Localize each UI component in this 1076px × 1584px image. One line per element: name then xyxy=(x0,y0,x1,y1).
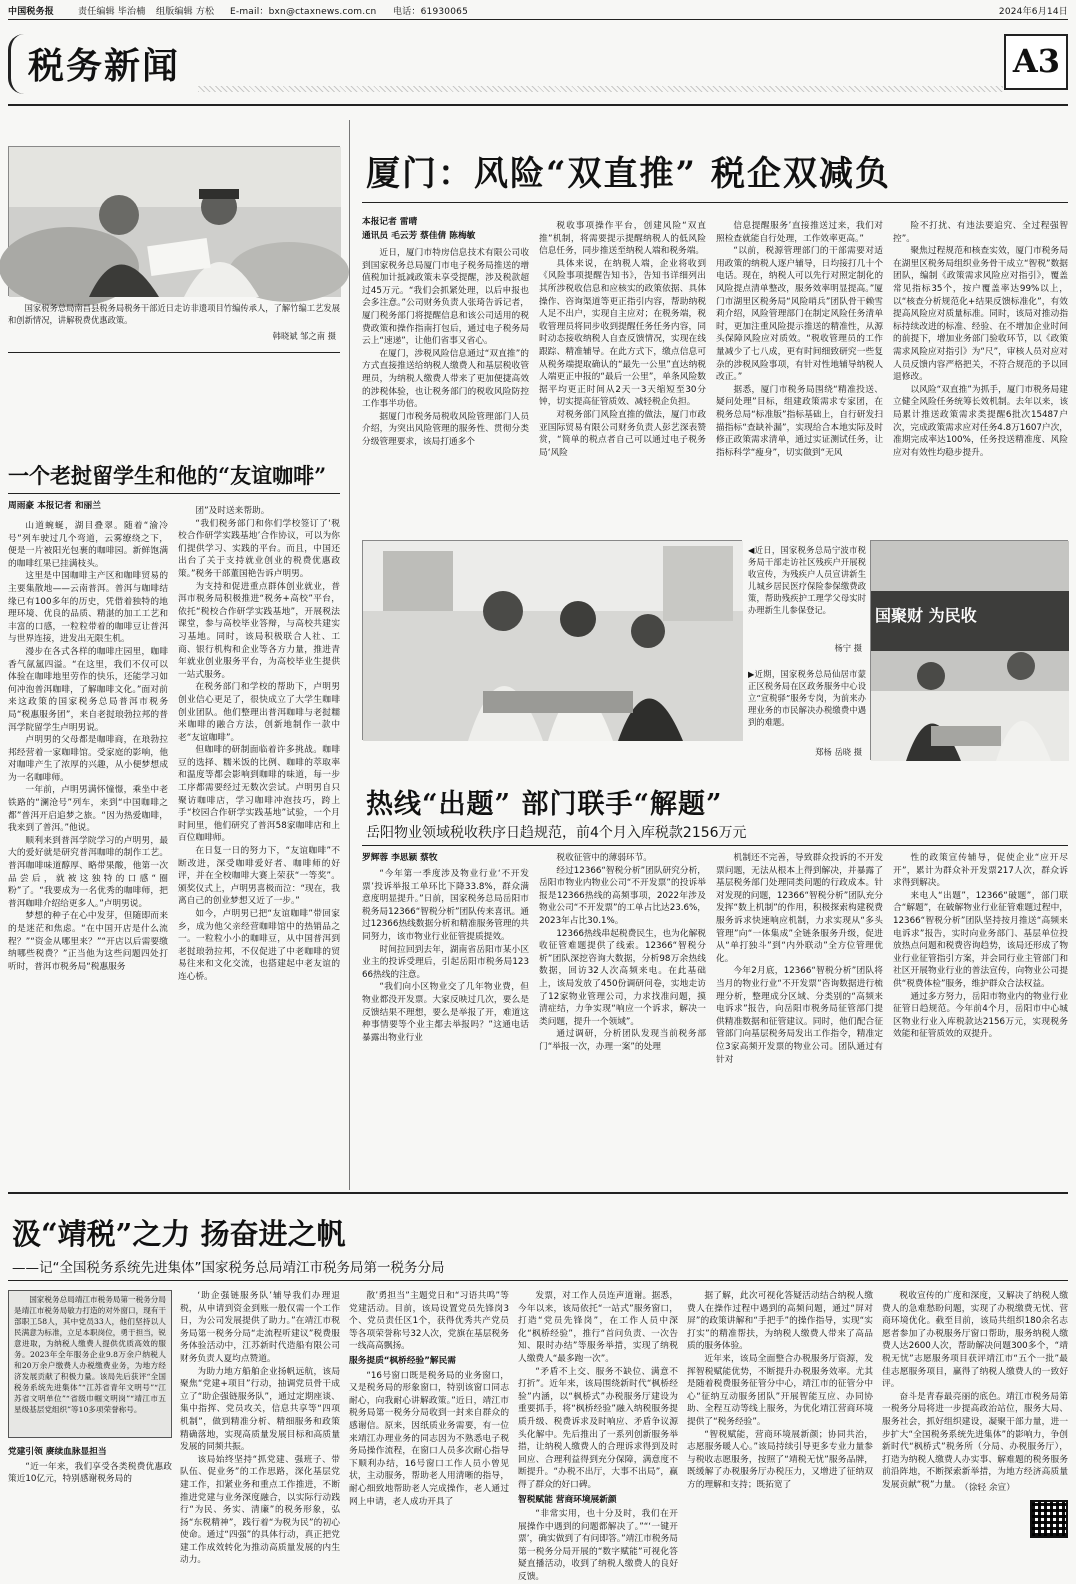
banner-hatch xyxy=(198,86,1003,92)
photo-community-visit xyxy=(362,540,742,740)
article4-col5-paragraph: “智税赋能，营商环境展新颜；协同共治，志愿服务暖人心。”该局持续引导更多专业力量参与税收志愿服务，按照了“靖税无忧”服务品牌，既缓解了办税服务厅办税压力，又增进了征纳双方的理解和支持；既拓宽了 xyxy=(687,1429,873,1490)
article2-col2-paragraph: 为支持和促进重点群体创业就业，普洱市税务局积极推进“税务+高校”平台，依托“税校合作研学实践基地”，开展税法课堂，参与高校毕业答辩，与高校共建实习基地。同时，该局积极联合人社、工商、银行机构和企业等各方力量，推进青年就业创业服务平台，为高校毕业生提供一站式服务。 xyxy=(178,581,340,680)
article3-col4-paragraph: 来电人“出题”，12366“破题”，部门联合“解题”，在破解物业行业征管难题过程中，12366“智税分析”团队坚持按月推送“高频来电诉求”报告，实时向业务部门、基层单位投放热点问题和税费咨询趋势，该局还形成了物业行业征管指引方案，并会同行业主管部门和社区开展物业行业的普法宣传，向物业公司提供“税费体检”服务，维护群众合法权益。 xyxy=(893,890,1068,989)
article1-col3-paragraph: “以前，税源管理部门的干部需要对适用政策的纳税人逐户辅导，日均接打几十个电话。现在，纳税人可以先行对照定制化的风险提点清单整改，服务效率明显提高。”厦门市湖里区税务局“风险哨兵”团队骨干赖雪莉介绍，风险管理部门在制定风险任务清单时，更加注重风险提示推送的精准性，从源头保障风险应对质效。“税收管理员的工作量减少了七八成，更有时间细致研究一些复杂的涉税风险事项，有针对性地辅导纳税人改正。” xyxy=(716,246,883,383)
article2-col2-paragraph: 在日复一日的努力下，“友谊咖啡”不断改进，深受咖啡爱好者、咖啡师的好评，并在全校咖啡大赛上荣获“一等奖”。颁奖仪式上，卢明男喜极而泣：“现在，我离自己的创业梦想又近了一步。” xyxy=(178,846,340,907)
paper-name: 中国税务报 xyxy=(8,7,55,17)
article4-col1-paragraph: “近一年来，我们享受各类税费优惠政策近10亿元，特别感谢税务局的 xyxy=(8,1461,172,1485)
article4-col2-text xyxy=(180,1290,340,1567)
article1-title-rule xyxy=(362,202,1068,203)
article3-col2-paragraph: 经过12366“智税分析”团队研究分析，岳阳市物业内物业公司“不开发票”的投诉举报是12366热线的高频事项，2022年涉及物业公司“不开发票”的工单占比达23.6%，2023年占比30.1%。 xyxy=(539,865,706,926)
article2-col2-paragraph: 在税务部门和学校的帮助下，卢明男创业信心更足了，很快成立了大学生咖啡创业团队。他们整理出普洱咖啡与老挝糯米咖啡的融合方法，创新地制作一款中老“友谊咖啡”。 xyxy=(178,682,340,743)
article4-col3-paragraph: 服务提质“枫桥经验”解民需 xyxy=(349,1355,456,1366)
qr-code[interactable] xyxy=(1030,1500,1068,1538)
article3-col2-text xyxy=(539,852,706,1054)
page-number: A3 xyxy=(1012,42,1060,80)
article3-col3-paragraph: 机制还不完善，导致群众投诉的不开发票问题，无法从根本上得到解决，并暴露了基层税务部门处理同类问题的行政成本。针对发现的问题，12366“智税分析”团队充分发挥“数上机制”的作用，积极探索构建税费服务诉求快速响应机制，力求实现从“多头管理”向“一体集成”全链条服务升级，促进从“单打独斗”到“内外联动”全方位管理优化。 xyxy=(716,853,883,964)
bottom-section-rule xyxy=(8,1192,1068,1194)
article4-author: （徐轻 余宣） xyxy=(960,1483,1015,1493)
article2-col2-paragraph: 但咖啡的研制面临着许多挑战。咖啡豆的选择、糯米饭的比例、咖啡的萃取率和温度等都会影响到咖啡的味道，每一步工序都需要经过无数次尝试。卢明男自只聚访咖啡店，学习咖啡冲泡技巧，跨上手“校园合作研学实践基地”试验，一个月时间里，他们研究了普洱58家咖啡店和上百位咖啡师。 xyxy=(178,745,340,844)
article4-col4-text xyxy=(518,1290,678,1584)
article4-subtitle: ——记“全国税务系统先进集体”国家税务总局靖江市税务局第一税务分局 xyxy=(12,1260,445,1276)
article4-col5-paragraph: 近年来，该局全面整合办税服务厅资源，发挥智税赋能优势，不断提升办税服务效率。尤其是随着税费服务征管分中心，靖江市的征管分中心“征纳互动服务团队”开展智能互应、办同协助、全程互动等线上服务，为优化靖江营商环境提供了“税务经验”。 xyxy=(687,1353,873,1427)
photo2-credit: 杨宁 摄 xyxy=(834,643,862,653)
article2-col2-paragraph: 如今，卢明男已把“友谊咖啡”带回家乡，成为他父亲经营咖啡馆中的热销品之一。一粒粒小小的咖啡豆，从中国普洱到老挝琅勃拉邦，不仅促进了中老咖啡的贸易往来和文化交流，也搭建起中老友谊的连心桥。 xyxy=(178,909,340,982)
article4-col1-text xyxy=(8,1461,172,1486)
photo-service-desk xyxy=(870,540,1068,760)
main-vertical-divider xyxy=(349,120,350,1190)
article4-col6-paragraph: 奋斗是青春最亮丽的底色。靖江市税务局第一税务分局将进一步提高政治站位，服务大局、服务社会，抓好组织建设，凝聚干部力量，进一步扩大“全国税务系统先进集体”的影响力，争创新时代“枫桥式”税务所（分局、办税服务厅），打造为纳税人缴费人办实事、解难题的税务服务前沿阵地，不断探索新举措，为地方经济高质量发展贡献“税”力量。 xyxy=(882,1391,1068,1490)
article4-col2-paragraph: ‘助企强链服务队’辅导我们办理退税，从申请到资金到账一般仅需一个工作日，为公司发展提供了助力。”在靖江市税务局第一税务分局“走流程听建议”税费服务体验活动中，江苏新时代造船有限公司财务负责人夏均点赞道。 xyxy=(180,1291,340,1364)
photo1-caption: 国家税务总局南昌县税务局税务干部近日走访非遗项目竹编传承人，了解竹编工艺发展和创新情况，讲解税费优惠政策。 xyxy=(8,303,340,325)
layout-credit: 组版编辑 方松 xyxy=(156,7,215,17)
article1-col2-paragraph: 具体来说，在纳税人端，企业将收到《风险事项提醒告知书》，告知书详细列出其所涉税收信息和应核实的政策依据、具体操作、咨询渠道等更正指引内容，帮助纳税人足不出户，实现自主应对；在税务端，税收管理员将同步收到提醒任务任务内容，同时动态接收纳税人自查反馈情况，实现在线跟踪、精准辅导。在此方式下，缴点信息可从税务端提取确认的“最先一公里”直达纳税人端更正申报的“最后一公里”，单条风险数据平均更正时间从2天一3天缩短至30分钟，切实提高征管质效、减轻税企负担。 xyxy=(539,258,706,408)
article4-col2-paragraph: 为助力地方船舶企业扬帆远航，该局聚焦“党建+项目”行动，抽调党员骨干成立了“助企强链服务队”，通过定期座谈、集中指挥、党员攻关，信息共享等“四项机制”，做到精准分析、精细服务和政策精确落地，实现高质量发展目标和高质量发展的同频共振。 xyxy=(180,1366,340,1453)
article3-col4-paragraph: 性的政策宣传辅导，促使企业“应开尽开”，累计为群众补开发票217人次，群众诉求得到解决。 xyxy=(893,853,1068,889)
section-banner xyxy=(8,26,1068,104)
article3-col2-paragraph: 通过调研，分析团队发现当前税务部门“举报一次，办理一案”的处理 xyxy=(539,1029,706,1052)
banner-rule xyxy=(8,104,1068,106)
article4-col1 xyxy=(8,1444,172,1484)
article3-col3-text xyxy=(716,852,883,1066)
article3-col1 xyxy=(362,868,529,1186)
article2-col2-paragraph: 团”及时送来帮助。 xyxy=(195,506,270,516)
photo1-credit: 韩晓斌 邹之南 摄 xyxy=(272,331,336,341)
article3-col3 xyxy=(716,852,883,1186)
article4-col4-paragraph: “矛盾不上交、服务不缺位、满意不打折”。近年来，该局围绕新时代“枫桥经验”内涵，以“枫桥式”办税服务厅建设为重要抓手，将“枫桥经验”融入纳税服务提质升级、税费诉求及时响应、矛盾争议源头化解中。先后推出了一系列创新服务举措，让纳税人缴费人的合理诉求得到及时回应、合理利益得到充分保障，满意度不断提升。“办税不出厅，大事不出局”，赢得了群众的好口碑。 xyxy=(518,1366,678,1490)
article1-byline1: 本报记者 雷晴 xyxy=(362,217,418,227)
photo-service-desk-image xyxy=(871,541,1069,761)
left-divider-1 xyxy=(8,352,340,353)
article2-col1-text xyxy=(8,520,168,973)
article2-col1-paragraph: 这里是中国咖啡主产区和咖啡贸易的主要集散地——云南普洱。普洱与咖啡结缘已有100多年的历史，凭借着独特的地理环境、优良的品质、精湛的加工工艺和丰富的口感，一粒粒带着的咖啡豆让普洱与世界连接，进发出无限生机。 xyxy=(8,571,168,645)
article3-col4-text xyxy=(893,852,1068,1041)
article1-col3 xyxy=(716,220,883,530)
article4-col4-paragraph: 智税赋能 营商环境展新颜 xyxy=(518,1494,617,1505)
article1-col4-text xyxy=(893,220,1068,459)
article2-col1-paragraph: 漫步在各式各样的咖啡庄园里，咖啡香气氤氲四溢。“在这里，我们不仅可以体验在咖啡地里劳作的快乐，还能学习如何冲泡普洱咖啡，了解咖啡文化。”面对前来这政策的国家税务总局普洱市税务局“税惠服务团”，来自老挝琅勃拉邦的普洱学院留学生卢明男说。 xyxy=(8,646,168,733)
email: E-mail：bxn@ctaxnews.com.cn xyxy=(230,7,377,17)
photo3-caption: ▶近期，国家税务总局仙居市蒙正区税务局在区政务服务中心设立“宣税驿”服务专岗，为前来办理业务的市民解决办税缴费中遇到的难题。 xyxy=(748,669,866,727)
article4-col4-paragraph: “非常实用，也十分及时，我们在开展操作中遇到的问题都解决了。”“‘一键开票’，确实做到了有问即答。”靖江市税务局第一税务分局开展的“数字赋能”可视化答疑直播活动，收到了纳税人缴费人的良好反馈。 xyxy=(518,1509,678,1583)
photo-bamboo-weaving xyxy=(8,146,340,296)
article1-col1-text xyxy=(362,247,529,449)
article4-col5-text xyxy=(687,1290,873,1492)
article4-col3 xyxy=(349,1290,509,1507)
article3-col4-paragraph: 通过多方努力，岳阳市物业内的物业行业征管日趋规范。今年前4个月，岳阳市中心城区物业行业入库税款达2156万元，实现税务效能和征管质效的双提升。 xyxy=(893,991,1068,1040)
article1-col4-paragraph: 聚焦过程规范和核查实效，厦门市税务局在湖里区税务局组织业务骨干成立“智税”数据团队，编制《政策需求风险应对指引》，覆盖常见指标35个，按户覆盖率达99%以上，以“核查分析规范化+结果反馈标准化”，有效提高风险应对质量标准。同时，该局对推动指标持续改进的标准、经验、在不增加企业时间的前提下，增加业务部门验收环节，以《政策需求风险应对指引》为“尺”，审核人员对应对人员反馈内容严格把关，不符合规范的予以回退修改。 xyxy=(893,246,1068,383)
article4-photo-caption: 国家税务总局靖江市税务局第一税务分局是靖江市税务局敏力打造的对外窗口，现有干部职工58人，其中党员33人，他们坚持以人民满意为标准，立足本职岗位，勇于担当，锐意进取，为纳税人缴费人提供优质高效的服务。2023年全年服务企业9.8万余户纳税人和20万余户缴费人办税缴费业务，为地方经济发展贡献了积极力量。该局先后获评“全国税务系统先进集体”“江苏省青年文明号”“江苏省文明单位”“省级巾帼文明岗”“靖江市五星级基层党组织”等10多项荣誉称号。 xyxy=(14,1295,166,1414)
article3-col3-paragraph: 今年2月底，12366“智税分析”团队将当月的物业行业“不开发票”咨询数据进行梳理分析，整理成分区域、分类别的“高频来电诉求”报告，向岳阳市税务局征管部门提供精准数据和征管建议。同时，他们配合征管部门向基层税务局发出工作指令，精准定位3家高频开发票的物业公司。团队通过有针对 xyxy=(716,966,883,1065)
photo2-caption: ◀近日，国家税务总局宁波市税务局干部走访社区残疾户开展税收宣传，为残疾户人员宣讲新生儿城乡居民医疗保险参保缴费政策，帮助残疾护工理学父母实时办理新生儿参保登记。 xyxy=(748,545,866,615)
article2-col1-paragraph: 一年前，卢明男满怀憧憬，乘坐中老铁路的“澜沧号”列车，来到“中国咖啡之都”普洱开启追梦之旅。“因为热爱咖啡，我来到了普洱。”他说。 xyxy=(8,785,168,834)
article1-byline2: 通讯员 毛云芳 蔡佳倩 陈梅敏 xyxy=(362,231,476,241)
article1-col1-paragraph: 近日，厦门市特房信息技术有限公司收到国家税务总局厦门市电子税务局推送的增值税加计抵减政策未享受提醒，涉及税款超过45万元。“我们会抓紧处理，以后申报也会多注意。”公司财务负责人张琦告诉记者，厦门税务部门将提醒信息和该公司适用的税费政策和操作指南打包后，通过电子税务局云上“速递”，让他们省事又省心。 xyxy=(362,248,529,347)
article3-col1-paragraph: “今年第一季度涉及物业行业‘不开发票’投诉举报工单环比下降33.8%，群众满意度明显提升。”日前，国家税务总局岳阳市税务局12366“智税分析”团队传来喜讯。通过12366热线数据分析和精准服务管理的共同努力，该市物业行业征管提质提效。 xyxy=(362,869,529,942)
photo-community-visit-image xyxy=(363,541,743,741)
photo3-credit: 郑杨 岳晓 摄 xyxy=(815,747,862,757)
article1-col3-text xyxy=(716,220,883,459)
article2-col1-paragraph: 山道蜿蜒，湖目叠翠。随着“渝冷号”列车驶过几个弯道，云雾缭绕之下，便是一片被阳光包裹的咖啡园。新鲜饱满的咖啡红果已挂满枝头。 xyxy=(8,521,168,569)
photo-bamboo-weaving-image xyxy=(9,147,341,297)
article4-col4 xyxy=(518,1290,678,1583)
article3-col2-paragraph: 12366热线串起税费民生，也为化解税收征管难题提供了线索。12366“智税分析”团队深挖咨询大数据，分析98万余热线数据，回访32人次高频来电。在此基础上，该局发放了450份调研问卷，实地走访了12家物业管理公司，力求找准问题，摸清症结，力争实现“响应一个诉求，解决一类问题，提升一个领域”。 xyxy=(539,928,706,1027)
article3-col1-paragraph: “我们向小区物业交了几年物业费，但物业都没开发票。大家反映过几次，要么是反馈结果不理想，要么是举报了开，难道这种事情要等个业主都去举报吗？”这通电话暴露出物业行业 xyxy=(362,982,529,1043)
service-hall-sign: 国聚财 为民收 xyxy=(875,606,977,625)
section-title: 税务新闻 xyxy=(28,45,181,87)
article4-col5 xyxy=(687,1290,873,1490)
top-rule xyxy=(8,19,1068,20)
article1-col4-paragraph: 险不打扰、有违法要追究、全过程强智控”。 xyxy=(893,221,1068,244)
article4-col5-paragraph: 据了解，此次可视化答疑活动结合纳税人缴费人在操作过程中遇到的高频问题，通过“屏对屏”的政策讲解和“手把手”的操作指导，实现“实打实”的精准帮扶，为纳税人缴费人带来了高品质的服务体验。 xyxy=(687,1291,873,1352)
article4-rule xyxy=(8,1280,1068,1281)
article2-col1 xyxy=(8,520,168,1185)
article1-col1-paragraph: 在厦门，涉税风险信息通过“双直推”的方式直接推送给纳税人缴费人和基层税收管理员，为纳税人缴费人带来了更加便捷高效的涉税体验，也让税务部门的税收风险防控工作事半功倍。 xyxy=(362,348,529,410)
article1-col2 xyxy=(539,220,706,530)
article4-col2 xyxy=(180,1290,340,1566)
article2-col1-paragraph: 卢明男的父母都是咖啡商，在琅勃拉邦经营着一家咖啡馆。受家庭的影响，他对咖啡产生了浓厚的兴趣，从小便梦想成为一名咖啡师。 xyxy=(8,735,168,783)
article4-title: 汲“靖税”之力 扬奋进之帆 xyxy=(12,1217,346,1251)
article1-col2-text xyxy=(539,220,706,459)
article2-col1-paragraph: 顺利来到普洱学院学习的卢明男，最大的爱好就是研究普洱咖啡的制作工艺。普洱咖啡味道醇厚、略带果酸，他第一次品尝后，就被这独特的口感“圈粉”了。“我要成为一名优秀的咖啡师，把普洱咖啡介绍给更多人。”卢明男说。 xyxy=(8,835,168,909)
article3-col2-paragraph: 税收征管中的薄弱环节。 xyxy=(556,853,652,863)
article4-col1-sub: 党建引领 赓续血脉显担当 xyxy=(8,1447,107,1457)
article1-col2-paragraph: 税收事项操作平台，创建风险“双直推”机制，将需要提示提醒纳税人的低风险信息任务，同步推送至纳税人端和税务端。 xyxy=(539,221,706,257)
article4-col6-paragraph: 税收宣传的广度和深度，又解决了纳税人缴费人的急难愁盼问题，实现了办税缴费无忧、营商环境优化。截至目前，该局共组织180余名志愿者参加了办税服务厅窗口帮助，服务纳税人缴费人达2600人次，帮助解决问题300多个，“靖税无忧”志愿服务项目获评靖江市“五个一批”最佳志愿服务项目，赢得了纳税人缴费人的一致好评。 xyxy=(882,1291,1068,1390)
editor-credit: 责任编辑 毕治楠 xyxy=(78,7,146,17)
article1-col1 xyxy=(362,247,529,530)
masthead-bar xyxy=(8,4,1068,18)
article3-col4 xyxy=(893,852,1068,1186)
article4-col3-text xyxy=(349,1290,509,1508)
article4-col6-text xyxy=(882,1290,1068,1492)
article1-title: 厦门：风险“双直推” 税企双减负 xyxy=(366,154,891,194)
article2-byline: 周雨豪 本报记者 和丽兰 xyxy=(8,501,101,511)
article1-col4-paragraph: 以风险“双直推”为抓手，厦门市税务局建立健全风险任务统筹长效机制。去年以来，该局累计推送政策需求类提醒6批次15487户次，完成政策需求应对任务4.8万1607户次，准期完成率达100%，任务投送精准度、风险应对有效性均稳步提升。 xyxy=(893,384,1068,458)
article2-col2-paragraph: “我们税务部门和你们学校签订了‘税校合作研学实践基地’合作协议，可以为你们提供学习、实践的平台。而且，中国还出台了关于支持就业创业的税费优惠政策。”税务干部董国艳告诉卢明男。 xyxy=(178,518,340,579)
article4-col3-paragraph: “16号窗口既是税务局的业务窗口，又是税务局的形象窗口，特别该窗口同志耐心，向我耐心讲解政策。”近日，靖江市税务局第一税务分局收到一封来自群众的感谢信。原来，因纸质业务需要，有一位来靖江办理业务的同志因为不熟悉电子税务局操作流程，在窗口人员多次耐心指导下顺利办结，16号窗口工作人员小曾见状，主动服务，帮助老人用清晰的指导，耐心细致地帮助老人完成操作，老人通过网上申请，老人成功开具了 xyxy=(349,1370,509,1507)
article2-col1-paragraph: 梦想的种子在心中发芽，但随即而来的是迷茫和焦虑。“在中国开店是什么流程？”“资金从哪里来？”“开店以后需要缴纳哪些税费？”正当他为这些问题四处打听时，普洱市税务局“税惠服务 xyxy=(8,911,168,972)
article1-col1-paragraph: 据厦门市税务局税收风险管理部门人员介绍，为突出风险管理的服务性、贯彻分类分级管理要求，该局打通多个 xyxy=(362,411,529,447)
article2-title: 一个老挝留学生和他的“友谊咖啡” xyxy=(8,463,327,488)
article3-subtitle: 岳阳物业领域税收秩序日趋规范，前4个月入库税款2156万元 xyxy=(366,825,747,841)
article3-rule xyxy=(362,845,1068,846)
article1-col4 xyxy=(893,220,1068,530)
article3-title: 热线“出题” 部门联手“解题” xyxy=(366,789,723,820)
article1-col2-paragraph: 对税务部门风险直推的做法，厦门市政亚国际贸易有限公司财务负责人彭艺深表赞赏，“简单的税点者自己可以通过电子税务局‘风险 xyxy=(539,409,706,458)
issue-date: 2024年6月14日 xyxy=(998,7,1068,17)
article4-col3-paragraph: 散’勇担当”主题党日和“习语共鸣”等党建活动。目前，该局设置党员先锋岗3个、党员责任区1个，获得优秀共产党员等各项荣誉称号32人次，党旗在基层税务一线高高飘扬。 xyxy=(349,1291,509,1352)
article3-col1-text xyxy=(362,868,529,1044)
article4-col2-paragraph: 该局始终坚持“抓党建、强班子、带队伍、促业务”的工作思路，深化基层党建工作，扣紧业务和重点工作推进，不断推进党建与业务深度融合，以实际行动践行“为民、务实、清廉”的税务形象，弘扬“东税精神”，践行着“为税为民”的初心使命。通过“四强”的具体行动，真正把党建工作成效转化为推动高质量发展的内生动力。 xyxy=(180,1454,340,1566)
article2-col2-text xyxy=(178,505,340,984)
article1-col3-paragraph: 据悉，厦门市税务局围绕“精准投送、疑问处理”目标，组建政策需求专家团，在税务总局“标准版”指标基础上，自行研发扫描指标“查缺补漏”，实现给合本地实际及时修正政策需求清单，通过实证测试任务，让指标科学“瘦身”，切实做到“无风 xyxy=(716,384,883,458)
article3-byline: 罗辉蓉 李思颖 蔡牧 xyxy=(362,853,438,863)
article2-col2 xyxy=(178,505,340,1185)
article3-col2 xyxy=(539,852,706,1186)
article2-title-rule xyxy=(8,493,340,494)
article3-col1-paragraph: 时间拉回到去年，湖南省岳阳市某小区业主的投诉受理后，引起岳阳市税务局12366热线的注意。 xyxy=(362,944,529,980)
phone: 电话：61930065 xyxy=(393,7,469,17)
section-bracket xyxy=(8,34,24,94)
article1-col3-paragraph: 信息提醒服务’直接推送过来，我们对照检查就能自行处理，工作效率更高。” xyxy=(716,221,883,244)
article4-col4-paragraph: 发票，对工作人员连声道谢。据悉，今年以来，该局依托“一站式”服务窗口，打造“党员先锋岗”，在工作人员中深化“枫桥经验”，推行“首问负责、一次告知、限时办结”等服务举措，实现了纳税人缴费人“最多跑一次”。 xyxy=(518,1291,678,1364)
